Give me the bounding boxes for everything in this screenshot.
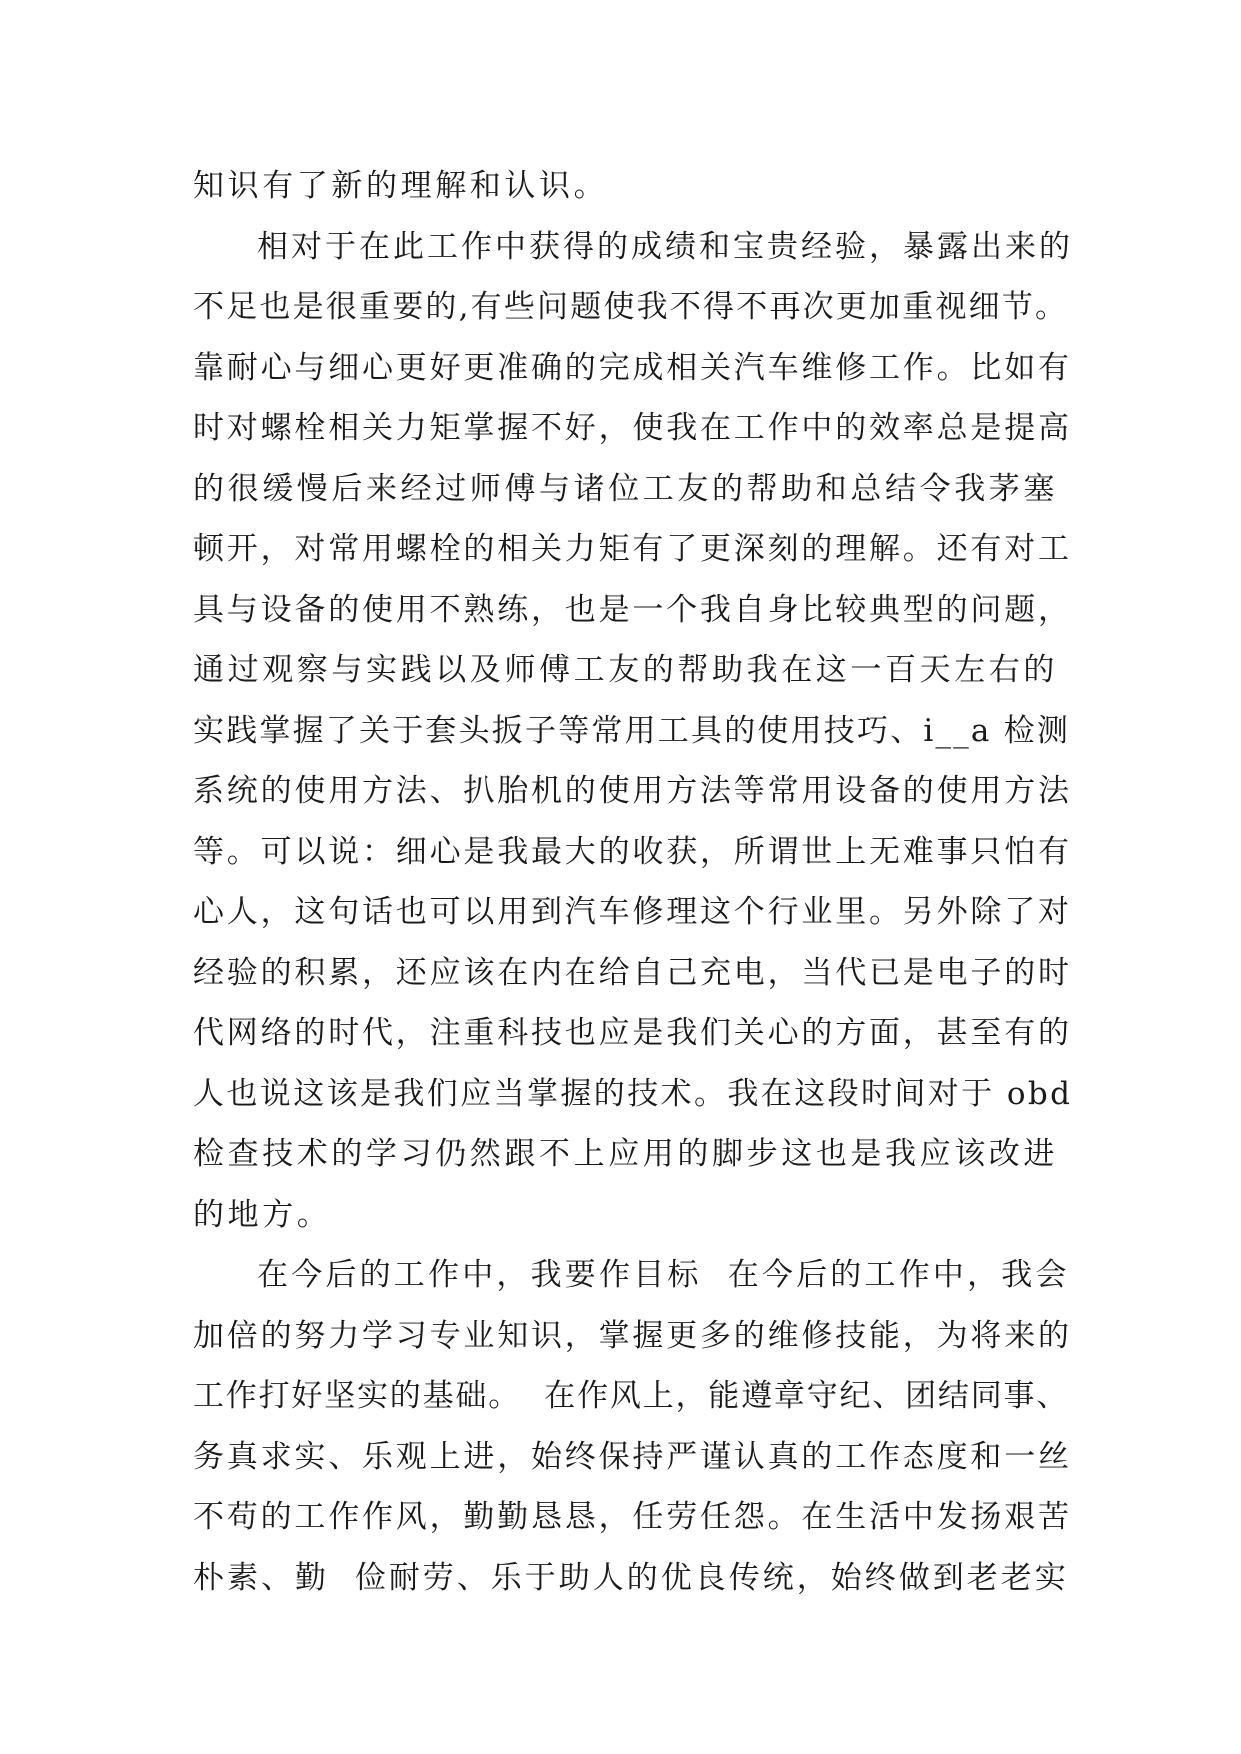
- text-line: 心人，这句话也可以用到汽车修理这个行业里。另外除了对: [193, 894, 1072, 930]
- text-line: 经验的积累，还应该在内在给自己充电，当代已是电子的时: [193, 954, 1072, 991]
- text-line: 靠耐心与细心更好更准确的完成相关汽车维修工作。比如有: [193, 349, 1072, 386]
- text-line: 的很缓慢后来经过师傅与诸位工友的帮助和总结令我茅塞: [193, 470, 1058, 507]
- text-line: 朴素、勤 俭耐劳、乐于助人的优良传统，始终做到老老实: [193, 1559, 1069, 1596]
- text-line: 务真求实、乐观上进，始终保持严谨认真的工作态度和一丝: [193, 1438, 1072, 1475]
- text-line: 时对螺栓相关力矩掌握不好，使我在工作中的效率总是提高: [193, 410, 1072, 446]
- text-line: 代网络的时代，注重科技也应是我们关心的方面，甚至有的: [193, 1015, 1072, 1051]
- text-line: 工作打好坚实的基础。 在作风上，能遵章守纪、团结同事、: [193, 1378, 1070, 1414]
- text-line: 不苟的工作作风，勤勤恳恳，任劳任怨。在生活中发扬艰苦: [193, 1499, 1072, 1535]
- text-line: 实践掌握了关于套头扳子等常用工具的使用技巧、i__a 检测: [193, 712, 1071, 749]
- body-text: [193, 156, 1073, 1608]
- text-line: 顿开，对常用螺栓的相关力矩有了更深刻的理解。还有对工: [193, 531, 1072, 567]
- text-line: 等。可以说：细心是我最大的收获，所谓世上无难事只怕有: [193, 833, 1072, 870]
- text-line: 知识有了新的理解和认识。: [193, 168, 609, 204]
- text-line: 加倍的努力学习专业知识，掌握更多的维修技能，为将来的: [193, 1317, 1072, 1354]
- text-line: 相对于在此工作中获得的成绩和宝贵经验，暴露出来的: [257, 228, 1073, 265]
- text-line: 人也说这该是我们应当掌握的技术。我在这段时间对于 obd: [193, 1075, 1073, 1112]
- text-line: 系统的使用方法、扒胎机的使用方法等常用设备的使用方法: [193, 773, 1072, 809]
- text-line: 在今后的工作中，我要作目标 在今后的工作中，我会: [257, 1257, 1070, 1293]
- text-line: 不足也是很重要的,有些问题使我不得不再次更加重视细节。: [193, 289, 1069, 325]
- text-line: 的地方。: [193, 1196, 332, 1233]
- text-line: 具与设备的使用不熟练，也是一个我自身比较典型的问题，: [193, 591, 1072, 628]
- text-line: 检查技术的学习仍然跟不上应用的脚步这也是我应该改进: [193, 1136, 1058, 1172]
- text-line: 通过观察与实践以及师傅工友的帮助我在这一百天左右的: [193, 652, 1058, 688]
